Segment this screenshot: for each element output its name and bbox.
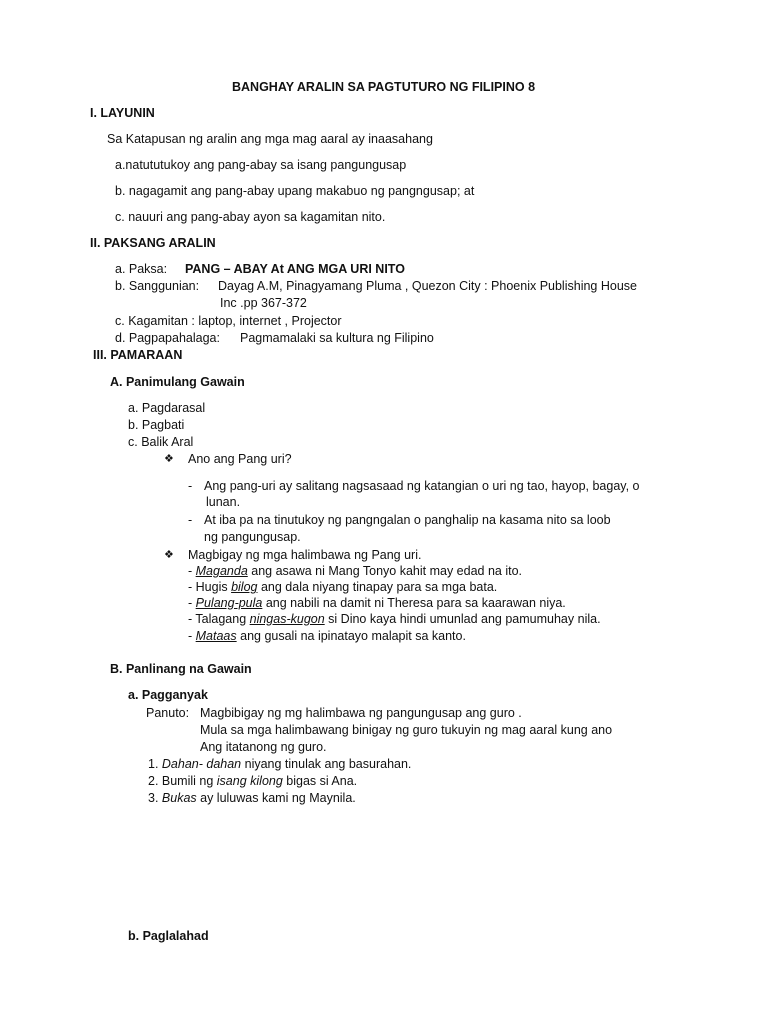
examples-prompt: Magbigay ng mga halimbawa ng Pang uri.	[188, 548, 422, 562]
kagamitan: c. Kagamitan : laptop, internet , Projector	[115, 314, 342, 328]
document-title: BANGHAY ARALIN SA PAGTUTURO NG FILIPINO 8	[232, 80, 536, 94]
panuto-text: Mula sa mga halimbawang binigay ng guro tukuyin ng mag aaral kung ano	[200, 723, 613, 737]
example-sentence: - Maganda ang asawa ni Mang Tonyo kahit may edad na ito.	[188, 564, 523, 578]
pagpapahalaga-label: d. Pagpapahalaga:	[115, 331, 220, 345]
pagganyak-heading: a. Pagganyak	[128, 688, 208, 702]
pamaraan-heading: III. PAMARAAN	[93, 348, 183, 362]
definition-line: At iba pa na tinutukoy ng pangngalan o panghalip na kasama nito sa loob	[204, 513, 611, 527]
diamond-bullet-icon: ❖	[164, 453, 174, 465]
sanggunian-value-cont: Inc .pp 367-372	[220, 296, 307, 310]
balik-aral-question: Ano ang Pang uri?	[188, 452, 292, 466]
pagpapahalaga-value: Pagmamalaki sa kultura ng Filipino	[240, 331, 434, 345]
example-sentence-numbered: 1. Dahan- dahan niyang tinulak ang basurahan.	[148, 757, 412, 771]
panimula-item: a. Pagdarasal	[128, 401, 206, 415]
dash: -	[188, 479, 193, 493]
panuto-text: Ang itatanong ng guro.	[200, 740, 327, 754]
definition-line: ng pangungusap.	[204, 530, 301, 544]
layunin-item: a.natututukoy ang pang-abay sa isang pangungusap	[115, 158, 407, 172]
panimula-item: c. Balik Aral	[128, 435, 194, 449]
dash: -	[188, 513, 193, 527]
example-sentence: - Talagang ningas-kugon si Dino kaya hindi umunlad ang pamumuhay nila.	[188, 612, 601, 626]
layunin-item: b. nagagamit ang pang-abay upang makabuo ng pangngusap; at	[115, 184, 475, 198]
paglalahad-heading: b. Paglalahad	[128, 929, 209, 943]
paksa-label: a. Paksa:	[115, 262, 168, 276]
layunin-item: c. nauuri ang pang-abay ayon sa kagamitan nito.	[115, 210, 386, 224]
diamond-bullet-icon: ❖	[164, 549, 174, 561]
example-sentence: - Mataas ang gusali na ipinatayo malapit sa kanto.	[188, 629, 466, 643]
sanggunian-value: Dayag A.M, Pinagyamang Pluma , Quezon City : Phoenix Publishing House	[218, 279, 637, 293]
panimula-heading: A. Panimulang Gawain	[110, 375, 245, 389]
paksa-value: PANG – ABAY At ANG MGA URI NITO	[185, 262, 405, 276]
definition-line: lunan.	[206, 495, 241, 509]
panuto-text: Magbibigay ng mg halimbawa ng pangungusap ang guro .	[200, 706, 522, 720]
paksa-heading: II. PAKSANG ARALIN	[90, 236, 216, 250]
panlinang-heading: B. Panlinang na Gawain	[110, 662, 252, 676]
example-sentence-numbered: 2. Bumili ng isang kilong bigas si Ana.	[148, 774, 358, 788]
layunin-heading: I. LAYUNIN	[90, 106, 155, 120]
panimula-item: b. Pagbati	[128, 418, 185, 432]
panuto-label: Panuto:	[146, 706, 190, 720]
sanggunian-label: b. Sanggunian:	[115, 279, 200, 293]
definition-line: Ang pang-uri ay salitang nagsasaad ng katangian o uri ng tao, hayop, bagay, o	[204, 479, 640, 493]
layunin-intro: Sa Katapusan ng aralin ang mga mag aaral ay inaasahang	[107, 132, 433, 146]
example-sentence: - Pulang-pula ang nabili na damit ni Theresa para sa kaarawan niya.	[188, 596, 566, 610]
example-sentence-numbered: 3. Bukas ay luluwas kami ng Maynila.	[148, 791, 356, 805]
example-sentence: - Hugis bilog ang dala niyang tinapay para sa mga bata.	[188, 580, 498, 594]
